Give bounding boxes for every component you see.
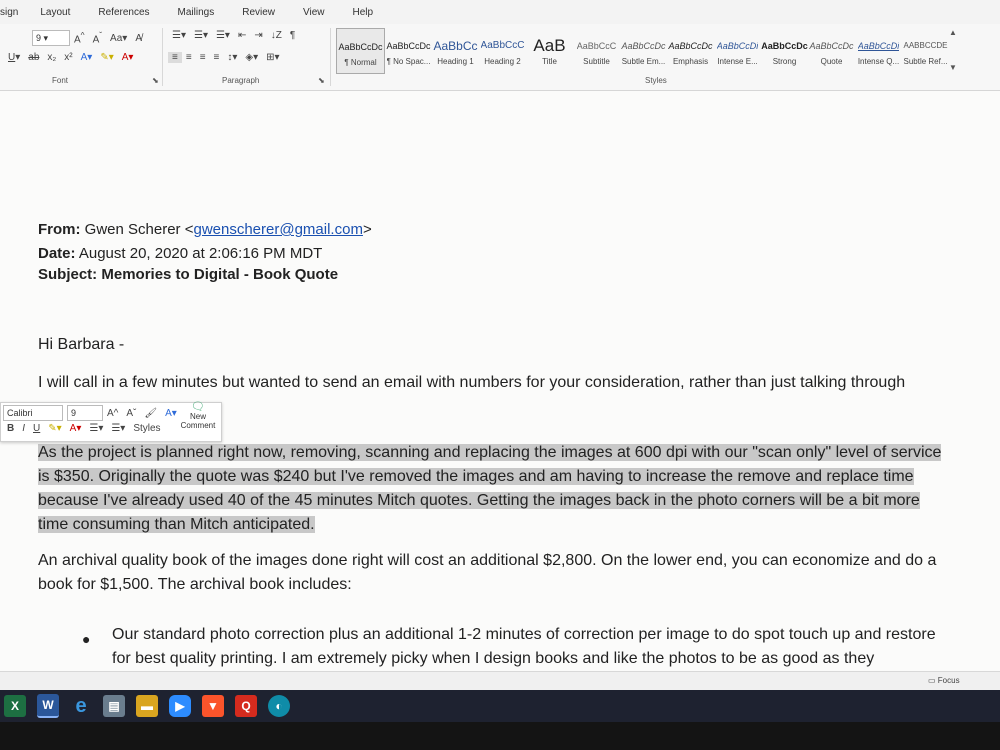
style-strong[interactable] [761,28,808,72]
style-title[interactable] [526,28,573,72]
font-row-1 [32,30,146,46]
email-from-line [38,221,372,238]
styles-scroll[interactable] [949,28,963,72]
style-name: Intense E... [717,56,758,66]
from-close: > [362,221,372,238]
style-name: Intense Q... [857,56,900,66]
paragraph-row-1 [168,30,299,41]
taskbar [0,690,1000,722]
multilevel-list-icon[interactable]: ☰▾ [215,30,230,41]
mini-toolbar [0,402,222,442]
decrease-indent-icon[interactable]: ⇤ [237,30,247,41]
style-preview: AaBbCcDc [761,40,808,51]
bullets-icon[interactable]: ☰▾ [172,30,186,41]
excel-icon[interactable]: X [4,695,26,717]
focus-label: Focus [937,676,960,685]
new-comment-label: New Comment [180,412,216,430]
from-label: From: [38,221,81,238]
edge-icon[interactable]: ◐ [268,695,290,717]
zoom-icon[interactable]: ▶ [169,695,191,717]
from-email-link[interactable]: gwenscherer@gmail.com [193,221,363,238]
style-name: ¶ No Spac... [386,56,431,66]
style-preview: AaBbCcDi [716,40,759,51]
paragraph-group-label: Paragraph [222,76,260,85]
clear-formatting-icon[interactable]: A̸ [135,32,142,44]
format-painter-icon[interactable]: 🖌 [144,407,158,419]
text-line: Our standard photo correction plus an additional 1-2 minutes of correction per image to do spot touch up and restore [112,626,936,643]
style-subtitle[interactable] [573,28,620,72]
style-name: Subtle Em... [621,56,666,66]
style-preview: AaBbCc [433,38,478,53]
tab-help[interactable]: Help [352,6,374,18]
superscript-icon[interactable]: x² [64,52,73,63]
monitor-bezel [0,722,1000,750]
word-icon[interactable]: W [37,694,59,718]
quickbooks-icon[interactable]: Q [235,695,257,717]
text-line: An archival quality book of the images done right will cost an additional $2,800. On the lower end, you can economize and do a [38,552,937,569]
style-name: Subtle Ref... [903,56,948,66]
text-effects-icon[interactable]: A▾ [80,52,93,63]
paragraph-dialog-launcher-icon[interactable]: ⬊ [318,76,325,85]
font-size-box[interactable]: 9 ▾ [32,30,70,46]
highlight-icon[interactable]: ✎▾ [48,423,62,434]
subscript-icon[interactable]: x₂ [47,52,57,63]
document-page[interactable] [0,91,1000,671]
style-subtle-reference[interactable] [902,28,949,72]
ribbon [0,24,1000,91]
style-name: Strong [772,56,797,66]
selected-line: because I've already used 40 of the 45 minutes Mitch quotes. Getting the images back in the photo corners will be a bit more [38,492,920,509]
borders-icon[interactable]: ⊞▾ [266,52,280,63]
shrink-font-icon[interactable]: Aˇ [126,407,137,419]
tab-view[interactable]: View [303,6,325,18]
style-name: Subtitle [583,56,610,66]
align-right-icon[interactable]: ≡ [199,52,206,63]
style-subtle-emphasis[interactable] [620,28,667,72]
highlight-icon[interactable]: ✎▾ [100,52,114,63]
bullet-icon: ● [82,631,91,647]
style-normal[interactable] [336,28,385,74]
tab-mailings[interactable]: Mailings [177,6,215,18]
underline-icon[interactable]: U▾ [8,52,21,63]
style-preview: AaBbCcDi [857,40,900,51]
style-preview: AaBbCcDc [668,40,713,51]
notepad-icon[interactable]: ▤ [103,695,125,717]
styles-pane-icon[interactable]: A▾ [165,407,177,419]
email-date-line [38,245,322,262]
divider [162,28,163,86]
increase-indent-icon[interactable]: ⇥ [254,30,263,41]
tab-references[interactable]: References [98,6,150,18]
from-name: Gwen Scherer < [84,221,194,238]
style-no-spacing[interactable] [385,28,432,72]
style-name: Heading 2 [484,56,521,66]
style-name: ¶ Normal [344,57,377,67]
numbering-icon[interactable]: ☰▾ [111,423,126,434]
font-color-icon[interactable]: A▾ [69,423,82,434]
style-heading-1[interactable] [432,28,479,72]
mini-size-box[interactable]: 9 [67,405,103,421]
paragraph-row-2 [168,52,284,63]
tab-review[interactable]: Review [242,6,276,18]
comment-icon: 🗨 [191,401,205,413]
style-preview: AaBbCcDc [338,41,383,52]
status-bar [0,671,1000,690]
show-formatting-icon[interactable]: ¶ [289,30,296,41]
styles-label[interactable]: Styles [133,423,161,434]
mini-row-1 [3,405,181,421]
numbering-icon[interactable]: ☰▾ [193,30,208,41]
align-center-icon[interactable]: ≡ [185,52,192,63]
style-preview: AaBbCcC [576,40,617,51]
edge-legacy-icon[interactable]: e [75,694,87,717]
selected-line: As the project is planned right now, removing, scanning and replacing the images at 600 dpi with our "scan only" level of service [38,444,942,461]
selected-line: is $350. Originally the quote was $240 but I've removed the images and am having to increase the remove and replace time [38,468,914,485]
style-intense-emphasis[interactable] [714,28,761,72]
styles-gallery [336,28,984,72]
grow-font-icon[interactable]: A^ [107,407,119,419]
paragraph-selected [38,441,988,537]
text-line: for best quality printing. I am extremely picky when I design books and like the photos to be as good as they [112,650,875,667]
style-preview: AaB [533,35,566,55]
divider [330,28,331,86]
scroll-up-icon[interactable]: ▲ [949,28,957,37]
style-preview: AaBbCcDc [621,40,666,51]
new-comment-button[interactable] [177,403,219,430]
subject-label: Subject: [38,266,98,283]
paragraph-archival [38,549,988,597]
ribbon-tabs [0,0,1000,24]
focus-button[interactable]: ▭ Focus [928,676,960,685]
style-quote[interactable] [808,28,855,72]
strikethrough-icon[interactable]: ab [28,52,40,63]
underline-icon[interactable]: U [33,423,41,434]
justify-icon[interactable]: ≡ [213,52,220,63]
sort-icon[interactable]: ↓Z [270,30,282,41]
brave-icon[interactable]: ▼ [202,695,224,717]
style-intense-quote[interactable] [855,28,902,72]
mini-row-2 [3,423,165,434]
style-preview: AaBbCcDc [809,40,854,51]
font-group-label: Font [52,76,69,85]
style-name: Emphasis [672,56,709,66]
italic-icon[interactable]: I [22,423,26,434]
text-line: book for $1,500. The archival book includes: [38,576,352,593]
file-explorer-icon[interactable]: ▬ [136,695,158,717]
line-spacing-icon[interactable]: ↕▾ [227,52,238,63]
change-case-icon[interactable]: Aa▾ [110,32,128,44]
style-preview: AaBbCcC [480,39,525,51]
email-subject-line [38,266,338,283]
subject-value: Memories to Digital - Book Quote [101,266,339,283]
date-value: August 20, 2020 at 2:06:16 PM MDT [78,245,323,262]
greeting: Hi Barbara - [38,336,125,353]
tab-layout[interactable]: Layout [40,6,71,18]
selected-line: time consuming than Mitch anticipated. [38,516,315,533]
bullets-icon[interactable]: ☰▾ [89,423,104,434]
style-preview: AABBCCDE [903,40,948,50]
shading-icon[interactable]: ◈▾ [245,52,259,63]
bullet-item [112,623,982,671]
styles-group-label: Styles [645,76,667,85]
scroll-down-icon[interactable]: ▼ [949,63,957,72]
style-emphasis[interactable] [667,28,714,72]
font-row-2 [4,52,137,63]
style-name: Heading 1 [437,56,474,66]
bold-icon[interactable]: B [7,423,15,434]
paragraph-intro: I will call in a few minutes but wanted to send an email with numbers for your consideration, rather than just talking through [38,374,906,391]
date-label: Date: [38,245,76,262]
font-color-icon[interactable]: A▾ [121,52,134,63]
font-dialog-launcher-icon[interactable]: ⬊ [152,76,159,85]
align-left-icon[interactable]: ≡ [168,52,182,63]
style-heading-2[interactable] [479,28,526,72]
style-name: Quote [820,56,843,66]
mini-font-box[interactable]: Calibri [3,405,63,421]
tab-design[interactable]: sign [0,6,19,18]
style-preview: AaBbCcDc [386,40,431,51]
style-name: Title [542,56,557,66]
shrink-font-icon[interactable]: $A^ˇ$ [92,30,103,46]
font-size-value: 9 [36,33,42,43]
grow-font-icon[interactable]: A^ [74,30,85,46]
